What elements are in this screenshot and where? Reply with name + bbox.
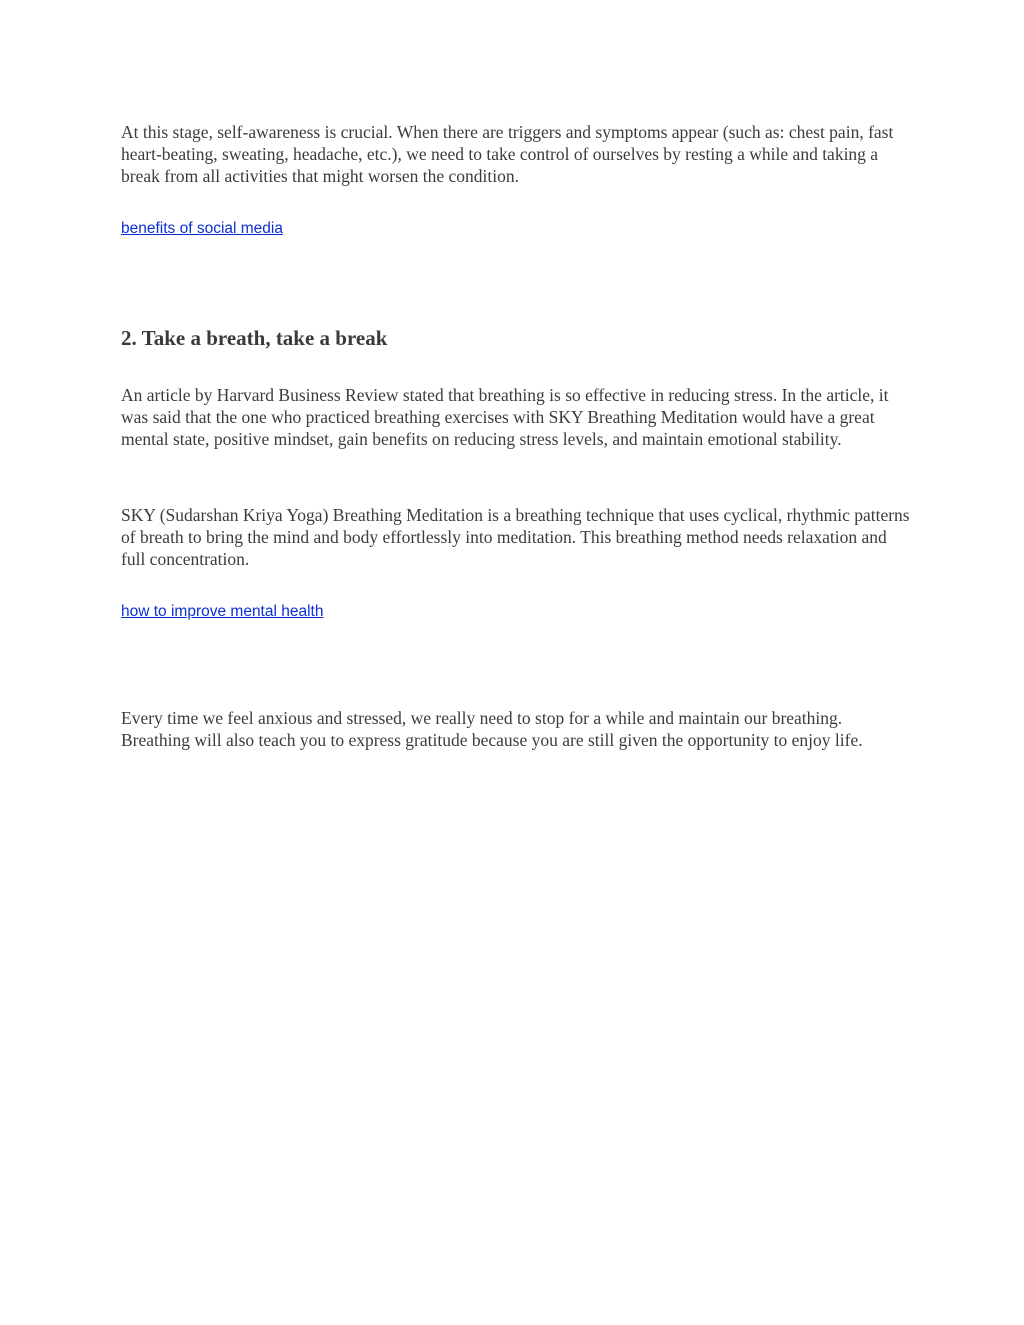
paragraph-gratitude: Every time we feel anxious and stressed, we really need to stop for a while and maintain our breathing. Breathing will also teach you to express gratitude because you are still given the opportunity to enjoy life. bbox=[121, 708, 863, 751]
link-benefits-of-social-media[interactable]: benefits of social media bbox=[121, 220, 283, 237]
paragraph-sky-meditation: SKY (Sudarshan Kriya Yoga) Breathing Meditation is a breathing technique that uses cyclical, rhythmic patterns of breath to bring the mind and body effortlessly into meditation. This breathing method needs relaxation and full concentration. bbox=[121, 505, 910, 570]
link-how-to-improve-mental-health[interactable]: how to improve mental health bbox=[121, 603, 324, 620]
paragraph-harvard-article: An article by Harvard Business Review stated that breathing is so effective in reducing stress. In the article, it was said that the one who practiced breathing exercises with SKY Breathing Meditation would have a great mental state, positive mindset, gain benefits on reducing stress levels, and maintain emotional stability. bbox=[121, 385, 889, 450]
paragraph-self-awareness: At this stage, self-awareness is crucial. When there are triggers and symptoms appear (such as: chest pain, fast heart-beating, sweating, headache, etc.), we need to take control of ourselves by resting a while and taking a break from all activities that might worsen the condition. bbox=[121, 122, 894, 187]
section-heading: 2. Take a breath, take a break bbox=[121, 326, 388, 350]
